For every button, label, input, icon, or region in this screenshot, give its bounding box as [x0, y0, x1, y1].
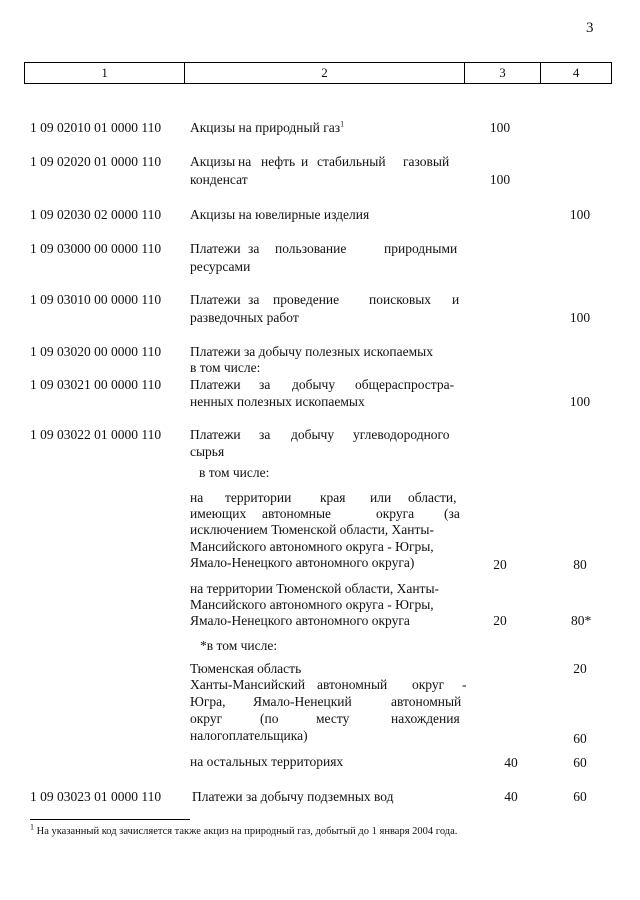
row-name: Тюменская область — [190, 661, 302, 676]
row-code: 1 09 03020 00 0000 110 — [30, 344, 162, 359]
row-name-word: нефть — [261, 154, 296, 169]
row-code: 1 09 03021 00 0000 110 — [30, 377, 162, 392]
row-name-word: добычу — [292, 377, 336, 392]
row-name-word: на — [238, 154, 252, 169]
header-col-3: 3 — [465, 63, 542, 83]
row-name-word: округа — [376, 506, 415, 521]
value-col4: 20 — [573, 661, 587, 676]
row-name-word: Платежи — [190, 427, 241, 442]
row-name-word: газовый — [403, 154, 450, 169]
value-col4: 100 — [569, 310, 591, 325]
row-code: 1 09 02030 02 0000 110 — [30, 207, 162, 222]
value-col4: 100 — [569, 394, 591, 409]
value-col4: 100 — [569, 207, 591, 222]
row-name-word: округ — [412, 677, 445, 692]
row-name: Платежи за добычу полезных ископаемых — [190, 344, 433, 359]
row-name-word: пользование — [275, 241, 347, 256]
value-col3: 100 — [489, 120, 511, 135]
value-col3: 20 — [493, 557, 507, 572]
row-code: 1 09 03023 01 0000 110 — [30, 789, 162, 804]
sub-heading: *в том числе: — [200, 638, 278, 653]
value-col4: 60 — [573, 755, 587, 770]
footnote — [30, 822, 458, 837]
footnote-mark: 1 — [30, 822, 34, 832]
row-name-word: углеводородного — [353, 427, 450, 442]
row-name: сырья — [190, 444, 225, 459]
row-name-word: области, — [408, 490, 457, 505]
value-col3: 40 — [504, 755, 518, 770]
row-name: Акцизы на ювелирные изделия — [190, 207, 370, 222]
row-name: Ямало-Ненецкого автономного округа) — [190, 555, 415, 570]
row-name-word: добычу — [291, 427, 335, 442]
value-col4: 80 — [573, 557, 587, 572]
value-col4: 60 — [573, 731, 587, 746]
row-name-word: Ханты-Мансийский — [190, 677, 306, 692]
row-name: Мансийского автономного округа - Югры, — [190, 539, 434, 554]
row-name-word: Ямало-Ненецкий — [253, 694, 352, 709]
row-name: в том числе: — [190, 360, 261, 375]
row-name-word: автономные — [262, 506, 332, 521]
header-col-4: 4 — [572, 65, 580, 80]
row-name-word: проведение — [273, 292, 340, 307]
footnote-ref: 1 — [340, 119, 345, 129]
row-name-word: месту — [316, 711, 350, 726]
row-code: 1 09 03022 01 0000 110 — [30, 427, 162, 442]
value-col4: 60 — [573, 789, 587, 804]
row-name-word: и — [301, 154, 309, 169]
footnote-text: На указанный код зачисляется также акциз на природный газ, добытый до 1 января 2004 года. — [34, 826, 458, 837]
row-name-word: природными — [384, 241, 458, 256]
row-name-word: общераспростра- — [355, 377, 455, 392]
row-name-word: Платежи — [190, 292, 241, 307]
row-name-word: или — [370, 490, 392, 505]
row-name-word: поисковых — [369, 292, 432, 307]
value-col4: 80* — [571, 613, 592, 628]
header-col-2: 2 — [185, 63, 465, 83]
row-name-word: автономный — [317, 677, 388, 692]
row-name-word: (за — [444, 506, 460, 521]
row-name: Акцизы на природный газ$^1$ — [190, 119, 345, 135]
row-name-word: имеющих — [190, 506, 247, 521]
footnote-divider — [30, 819, 190, 820]
row-name-word: на — [190, 490, 204, 505]
row-code: 1 09 02010 01 0000 110 — [30, 120, 162, 135]
row-name-word: Югра, — [190, 694, 226, 709]
row-name-word: территории — [225, 490, 292, 505]
row-name-word: за — [248, 292, 260, 307]
row-name-word: стабильный — [317, 154, 386, 169]
row-name-word: и — [452, 292, 460, 307]
value-col3: 20 — [493, 613, 507, 628]
row-name: на территории Тюменской области, Ханты- — [190, 581, 440, 596]
row-name-word: Акцизы — [190, 154, 236, 169]
row-name: Платежи за добычу подземных вод — [192, 789, 394, 804]
row-name-word: (по — [260, 711, 279, 726]
page-number: 3 — [586, 20, 594, 36]
row-name-word: нахождения — [391, 711, 460, 726]
row-name-word: округ — [190, 711, 223, 726]
row-name-word: за — [259, 377, 271, 392]
value-col3: 40 — [504, 789, 518, 804]
row-name: разведочных работ — [190, 310, 299, 325]
row-name: ненных полезных ископаемых — [190, 394, 365, 409]
row-name: исключением Тюменской области, Ханты- — [190, 522, 434, 537]
row-name: Ямало-Ненецкого автономного округа — [190, 613, 410, 628]
row-name-word: за — [248, 241, 260, 256]
sub-heading: в том числе: — [199, 465, 270, 480]
row-name: конденсат — [190, 172, 248, 187]
row-name: налогоплательщика) — [190, 728, 308, 743]
table-header — [24, 62, 612, 84]
row-code: 1 09 02020 01 0000 110 — [30, 154, 162, 169]
row-name-word: Платежи — [190, 377, 241, 392]
row-code: 1 09 03010 00 0000 110 — [30, 292, 162, 307]
row-name-word: края — [320, 490, 346, 505]
row-name-word: Платежи — [190, 241, 241, 256]
row-name: на остальных территориях — [190, 754, 344, 769]
row-name: ресурсами — [190, 259, 251, 274]
row-name: Мансийского автономного округа - Югры, — [190, 597, 434, 612]
header-col-1: 1 — [25, 63, 185, 83]
row-code: 1 09 03000 00 0000 110 — [30, 241, 162, 256]
row-name-word: - — [462, 677, 467, 692]
row-name-word: автономный — [391, 694, 462, 709]
row-name-word: за — [259, 427, 271, 442]
value-col3: 100 — [489, 172, 511, 187]
